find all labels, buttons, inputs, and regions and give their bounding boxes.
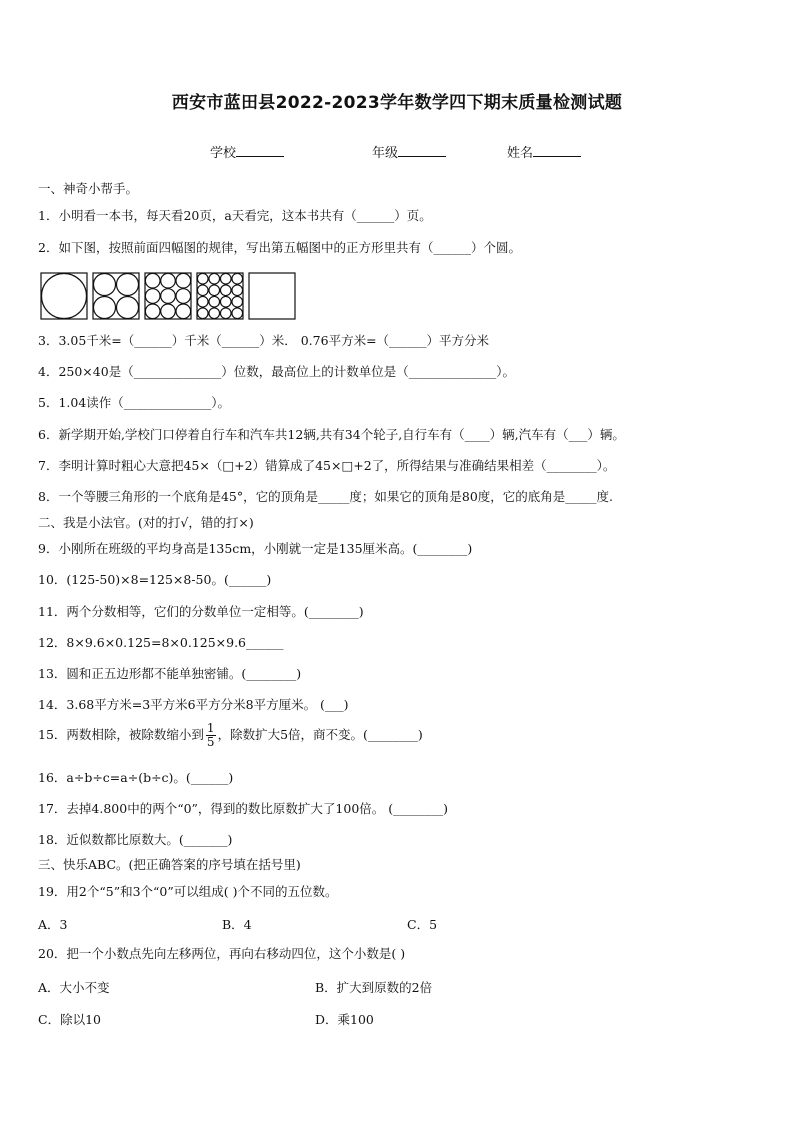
question-2: 2．如下图，按照前面四幅图的规律，写出第五幅图中的正方形里共有（______）个圆。 <box>38 240 521 255</box>
question-11: 11．两个分数相等，它们的分数单位一定相等。(________) <box>38 604 364 619</box>
question-7: 7．李明计算时粗心大意把45×（□+2）错算成了45×□+2了，所得结果与准确结果相差（________）。 <box>38 458 616 473</box>
fraction-numerator: 1 <box>206 721 215 735</box>
q19-option-b[interactable]: B．4 <box>222 917 252 932</box>
question-5: 5．1.04读作（______________）。 <box>38 395 231 410</box>
section-3-heading: 三、快乐ABC。(把正确答案的序号填在括号里) <box>38 857 301 872</box>
question-14: 14．3.68平方米=3平方米6平方分米8平方厘米。 (___) <box>38 697 349 712</box>
section-1-heading: 一、神奇小帮手。 <box>38 181 139 196</box>
question-16: 16．a÷b÷c=a÷(b÷c)。(______) <box>38 770 234 785</box>
question-13: 13．圆和正五边形都不能单独密铺。(________) <box>38 666 302 681</box>
question-15 <box>38 721 423 749</box>
grade-blank[interactable] <box>398 144 446 157</box>
question-12: 12．8×9.6×0.125=8×0.125×9.6______ <box>38 635 284 650</box>
section-2-heading: 二、我是小法官。(对的打√，错的打×) <box>38 515 254 530</box>
question-15-part-a: 15．两数相除，被除数缩小到 <box>38 727 204 742</box>
circle-pattern-figure <box>40 272 300 322</box>
q20-option-a[interactable]: A．大小不变 <box>38 980 110 995</box>
school-blank[interactable] <box>236 144 284 157</box>
q19-option-c[interactable]: C．5 <box>407 917 438 932</box>
question-4: 4．250×40是（______________）位数，最高位上的计数单位是（______________）。 <box>38 364 515 379</box>
grade-field <box>372 142 446 161</box>
question-6: 6．新学期开始,学校门口停着自行车和汽车共12辆,共有34个轮子,自行车有（____）辆,汽车有（___）辆。 <box>38 427 625 442</box>
name-blank[interactable] <box>533 144 581 157</box>
school-label: 学校 <box>210 146 237 161</box>
question-1: 1．小明看一本书，每天看20页，a天看完，这本书共有（______）页。 <box>38 208 432 223</box>
pattern-square-2 <box>93 273 139 319</box>
question-15-part-b: ，除数扩大5倍，商不变。(________) <box>217 727 423 742</box>
q20-option-d[interactable]: D．乘100 <box>315 1012 374 1027</box>
question-8: 8．一个等腰三角形的一个底角是45°，它的顶角是_____度；如果它的顶角是80度，它的底角是_____度. <box>38 489 613 504</box>
pattern-square-3 <box>145 273 191 319</box>
page-title: 西安市蓝田县2022-2023学年数学四下期末质量检测试题 <box>171 93 623 113</box>
name-field <box>507 142 581 161</box>
q20-option-c[interactable]: C．除以10 <box>38 1012 101 1027</box>
pattern-square-5-empty <box>249 273 295 319</box>
question-10: 10．(125-50)×8=125×8-50。(______) <box>38 572 272 587</box>
question-19: 19．用2个“5”和3个“0”可以组成( )个不同的五位数。 <box>38 884 338 899</box>
q20-option-b[interactable]: B．扩大到原数的2倍 <box>315 980 433 995</box>
fraction-one-fifth <box>206 722 216 749</box>
pattern-circle <box>42 274 87 319</box>
name-label: 姓名 <box>507 146 534 161</box>
grade-label: 年级 <box>372 146 399 161</box>
fraction-denominator: 5 <box>206 735 215 749</box>
question-3: 3．3.05千米=（______）千米（______）米． 0.76平方米=（______）平方分米 <box>38 333 490 348</box>
question-18: 18．近似数都比原数大。(_______) <box>38 832 233 847</box>
question-9: 9．小刚所在班级的平均身高是135cm，小刚就一定是135厘米高。(________) <box>38 541 473 556</box>
school-field <box>210 142 284 161</box>
q19-option-a[interactable]: A．3 <box>38 917 68 932</box>
question-17: 17．去掉4.800中的两个“0”，得到的数比原数扩大了100倍。 (________) <box>38 801 449 816</box>
question-20: 20．把一个小数点先向左移两位，再向右移动四位，这个小数是( ) <box>38 946 406 961</box>
